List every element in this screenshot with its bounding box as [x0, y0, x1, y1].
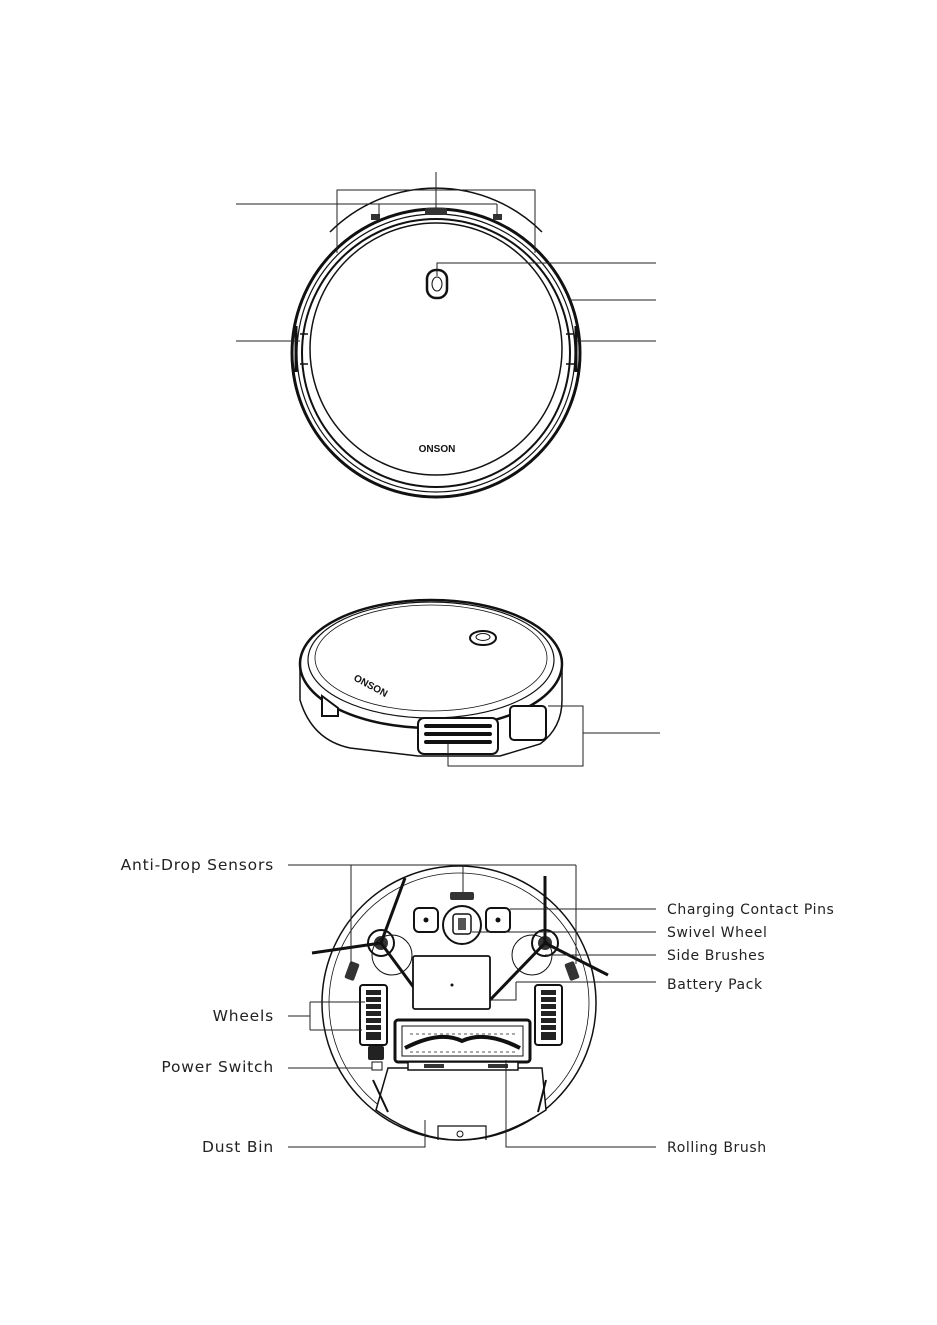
- side-window: [510, 706, 546, 740]
- label-dust-bin: Dust Bin: [201, 1138, 274, 1156]
- side-vent-grille: [418, 718, 498, 754]
- side-top-cover: [308, 602, 554, 718]
- label-side-brushes: Side Brushes: [667, 948, 766, 964]
- front-drop-sensor: [450, 892, 474, 900]
- label-anti-drop-sensors: Anti-Drop Sensors: [120, 856, 274, 874]
- bottom-view: [121, 856, 835, 1156]
- power-switch-icon: [368, 1046, 384, 1060]
- side-view: [300, 600, 660, 766]
- top-view: [236, 172, 656, 497]
- label-battery-pack: Battery Pack: [667, 977, 763, 993]
- wheel-right-icon: [535, 985, 562, 1045]
- top-brand-logo: ONSON: [418, 444, 456, 455]
- label-swivel-wheel: Swivel Wheel: [667, 925, 768, 941]
- label-rolling-brush: Rolling Brush: [667, 1140, 767, 1156]
- wheel-left-icon: [360, 985, 387, 1045]
- swivel-wheel-icon: [443, 906, 481, 944]
- rolling-brush-icon: [395, 1020, 530, 1062]
- label-wheels: Wheels: [212, 1007, 274, 1025]
- dust-bin-body: [376, 1068, 546, 1140]
- side-brand-logo: ONSON: [351, 672, 390, 700]
- top-cover: [310, 223, 562, 475]
- battery-pack-cover: [413, 956, 490, 1009]
- side-power-button-icon: [470, 631, 496, 645]
- label-charging-contact-pins: Charging Contact Pins: [667, 902, 835, 918]
- label-power-switch: Power Switch: [161, 1058, 274, 1076]
- top-front-sensor: [425, 208, 447, 215]
